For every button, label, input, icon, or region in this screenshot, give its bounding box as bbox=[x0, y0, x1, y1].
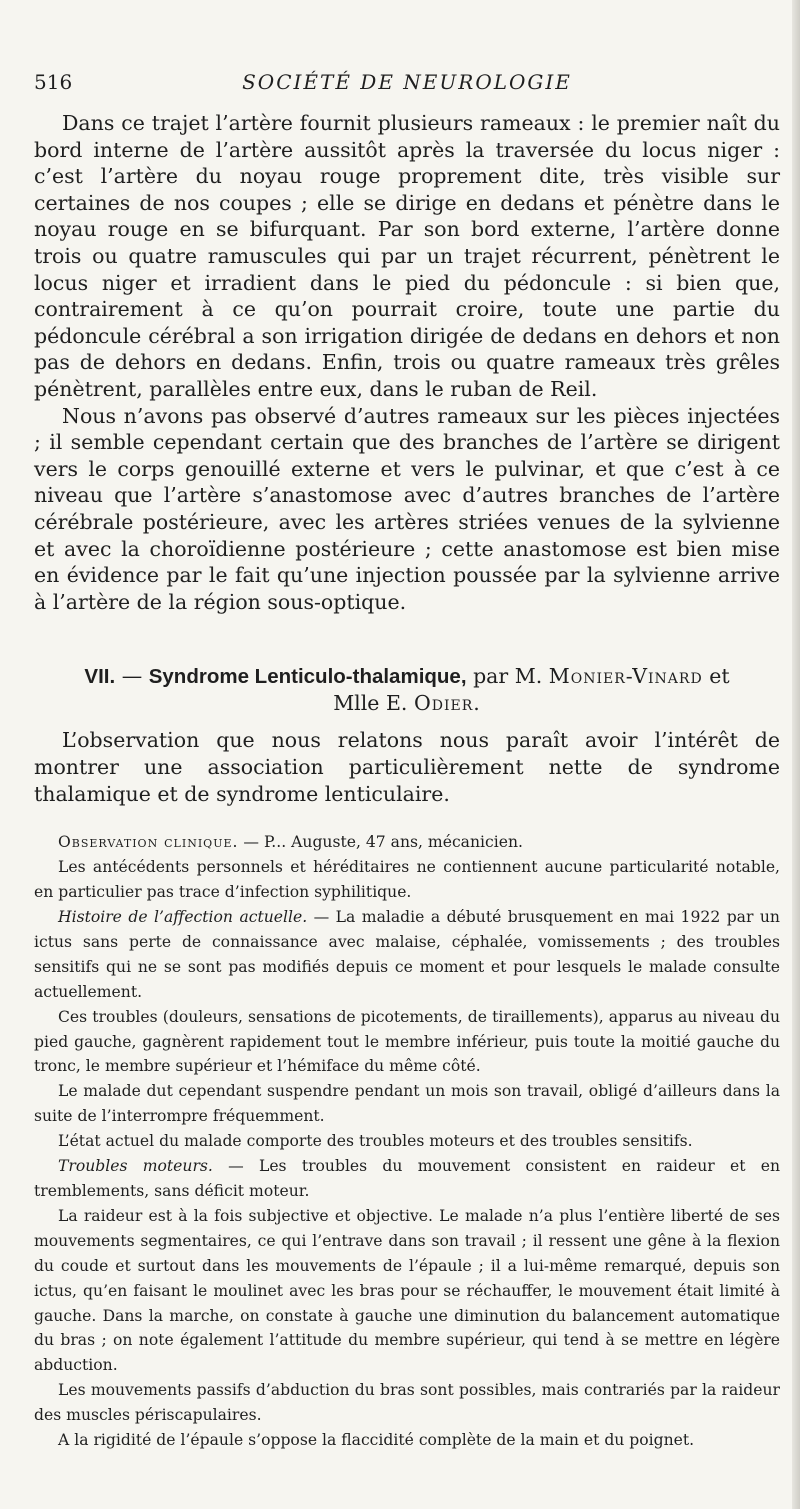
author-1: Monier-Vinard bbox=[548, 664, 703, 689]
observation-line-8: La raideur est à la fois subjective et objective. Le malade n’a plus l’entière liberté de ses mouvements segmentaires, ce qui l’entrave dans son travail ; il ressent une gêne à la flexion du coude et surtout dans les mouvements de l’épaule ; il a lui-même remarqué, depuis son ictus, qu’en faisant le moulinet avec les bras pour se réchauffer, le mouvement était limité à gauche. Dans la marche, on constate à gauche une diminution du balancement automatique du bras ; on note également l’attitude du membre supérieur, qui tend à se mettre en légère abduction. bbox=[34, 1206, 780, 1375]
observation-label: Observation clinique. bbox=[58, 833, 239, 852]
history-text: — La maladie a débuté brusquement en mai 1922 par un ictus sans perte de connaissance avec malaise, céphalée, vomissements ; des troubles sensitifs qui ne se sont pas modifiés depuis ce moment et pour lesquels le malade consulte actuellement. bbox=[34, 908, 780, 1001]
section-number: VII. bbox=[84, 665, 116, 689]
section-heading bbox=[34, 663, 780, 717]
observation-patient: — P... Auguste, 47 ans, mécanicien. bbox=[238, 833, 523, 852]
observation-line-6: L’état actuel du malade comporte des troubles moteurs et des troubles sensitifs. bbox=[58, 1132, 693, 1151]
section-par: par M. bbox=[473, 664, 543, 689]
section-title: Syndrome Lenticulo-thalamique, bbox=[148, 665, 467, 689]
observation-line-7 bbox=[34, 1154, 780, 1204]
history-label: Histoire de l’affection actuelle. bbox=[58, 908, 308, 926]
observation-line-9: Les mouvements passifs d’abduction du bras sont possibles, mais contrariés par la raideur des muscles périscapulaires. bbox=[34, 1381, 780, 1425]
observation-line-2: Les antécédents personnels et héréditaires ne contiennent aucune particularité notable, en particulier pas trace d’infection syphilitique. bbox=[34, 858, 780, 902]
author-2: Odier. bbox=[413, 691, 481, 716]
page-number: 516 bbox=[34, 70, 73, 94]
page-edge-shadow bbox=[792, 0, 800, 1509]
observation-line-5: Le malade dut cependant suspendre pendant un mois son travail, obligé d’ailleurs dans la suite de l’interrompre fréquemment. bbox=[34, 1082, 780, 1126]
intro-text bbox=[34, 727, 780, 808]
paragraph-2: Nous n’avons pas observé d’autres rameaux sur les pièces injectées ; il semble cependant certain que des branches de l’artère se dirigent vers le corps genouillé externe et vers le pulvinar, et que c’est à ce niveau que l’artère s’anastomose avec d’autres branches de l’artère cérébrale postérieure, avec les artères striées venues de la sylvienne et avec la choroïdienne postérieure ; cette anastomose est bien mise en évidence par le fait qu’une injection poussée par la sylvienne arrive à l’artère de la région sous-optique. bbox=[34, 403, 780, 614]
observation-line-3 bbox=[34, 905, 780, 1005]
section-dash: — bbox=[121, 664, 143, 689]
page-header bbox=[34, 70, 780, 110]
running-title: SOCIÉTÉ DE NEUROLOGIE bbox=[242, 70, 572, 94]
observation-text bbox=[34, 830, 780, 1453]
observation-line-4: Ces troubles (douleurs, sensations de picotements, de tiraillements), apparus au niveau du pied gauche, gagnèrent rapidement tout le membre inférieur, puis toute la moitié gauche du tronc, le membre supérieur et l’hémiface du même côté. bbox=[34, 1007, 780, 1076]
intro-paragraph: L’observation que nous relatons nous paraît avoir l’intérêt de montrer une association particulièrement nette de syndrome thalamique et de syndrome lenticulaire. bbox=[34, 728, 780, 807]
main-text bbox=[34, 110, 780, 615]
section-et: et bbox=[709, 664, 730, 689]
paragraph-1: Dans ce trajet l’artère fournit plusieurs rameaux : le premier naît du bord interne de l’artère aussitôt après la traversée du locus niger : c’est l’artère du noyau rouge proprement dite, très visible sur certaines de nos coupes ; elle se dirige en dedans et pénètre dans le noyau rouge en se bifurquant. Par son bord externe, l’artère donne trois ou quatre ramuscules qui par un trajet récurrent, pénètrent le locus niger et irradient dans le pied du pédoncule : si bien que, contrairement à ce qu’on pourrait croire, toute une partie du pédoncule cérébral a son irrigation dirigée de dedans en dehors et non pas de dehors en dedans. Enfin, trois ou quatre rameaux très grêles pénètrent, parallèles entre eux, dans le ruban de Reil. bbox=[34, 111, 780, 401]
motor-label: Troubles moteurs. bbox=[58, 1157, 213, 1176]
section-mlle: Mlle E. bbox=[333, 691, 408, 716]
motor-text: — Les troubles du mouvement consistent en raideur et en tremblements, sans déficit moteur. bbox=[34, 1157, 780, 1200]
observation-line-10: A la rigidité de l’épaule s’oppose la flaccidité complète de la main et du poignet. bbox=[58, 1431, 695, 1450]
observation-line-1 bbox=[34, 830, 780, 855]
document-page bbox=[34, 70, 780, 1453]
